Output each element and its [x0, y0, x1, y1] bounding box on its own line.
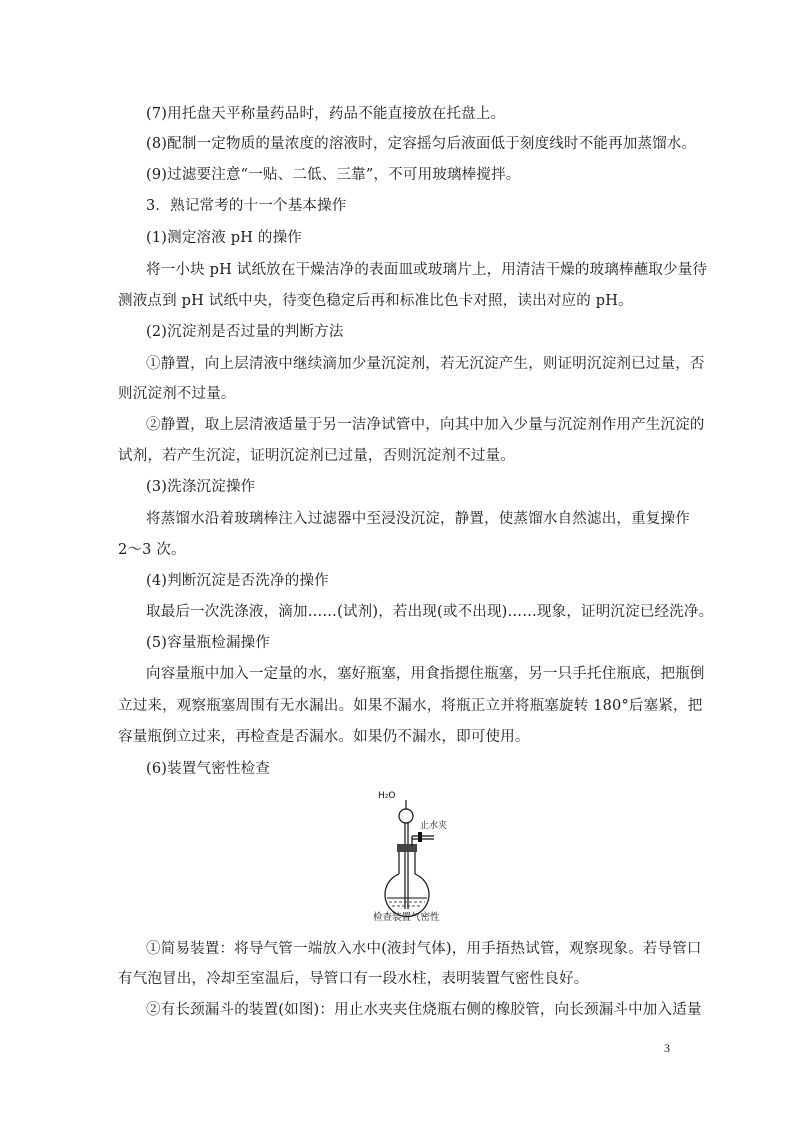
text-line: ②静置，取上层清液适量于另一洁净试管中，向其中加入少量与沉淀剂作用产生沉淀的 [146, 417, 705, 433]
text-line: 取最后一次洗涤液，滴加……(试剂)，若出现(或不出现)……现象，证明沉淀已经洗净。 [146, 604, 714, 620]
subsection-heading: (5)容量瓶检漏操作 [146, 635, 271, 651]
text-line: 有气泡冒出，冷却至室温后，导管口有一段水柱，表明装置气密性良好。 [118, 971, 589, 987]
clamp-shape [418, 832, 422, 842]
stopper-shape [397, 844, 417, 852]
text-line: 2～3 次。 [118, 542, 186, 558]
page-number: 3 [664, 1041, 670, 1055]
funnel-bulb-shape [399, 809, 413, 823]
text-line: 立过来，观察瓶塞周围有无水漏出。如果不漏水，将瓶正立并将瓶塞旋转 180°后塞紧，把 [118, 698, 703, 714]
text-line: 容量瓶倒立过来，再检查是否漏水。如果仍不漏水，即可使用。 [118, 729, 530, 745]
text-line: ②有长颈漏斗的装置(如图)：用止水夹夹住烧瓶右侧的橡胶管，向长颈漏斗中加入适量 [146, 1002, 702, 1018]
airtightness-apparatus-figure [368, 788, 458, 924]
text-line: 试剂，若产生沉淀，证明沉淀剂已过量，否则沉淀剂不过量。 [118, 448, 515, 464]
text-line: 将蒸馏水沿着玻璃棒注入过滤器中至浸没沉淀，静置，使蒸馏水自然滤出，重复操作 [146, 511, 690, 527]
text-line: (7)用托盘天平称量药品时，药品不能直接放在托盘上。 [146, 106, 506, 122]
subsection-heading: (6)装置气密性检查 [146, 761, 271, 777]
text-line: 则沉淀剂不过量。 [118, 386, 236, 402]
text-line: ①简易装置：将导气管一端放入水中(液封气体)，用手捂热试管，观察现象。若导管口 [146, 941, 702, 957]
figure-caption: 检查装置气密性 [373, 912, 440, 923]
subsection-heading: (3)洗涤沉淀操作 [146, 479, 256, 495]
section-heading: 3．熟记常考的十一个基本操作 [146, 198, 347, 214]
text-line: (8)配制一定物质的量浓度的溶液时，定容摇匀后液面低于刻度线时不能再加蒸馏水。 [146, 136, 697, 152]
text-line: ①静置，向上层清液中继续滴加少量沉淀剂，若无沉淀产生，则证明沉淀剂已过量，否 [146, 356, 705, 372]
subsection-heading: (2)沉淀剂是否过量的判断方法 [146, 324, 344, 340]
figure-label-clamp: 止水夹 [420, 821, 448, 831]
text-line: 测液点到 pH 试纸中央，待变色稳定后再和标准比色卡对照，读出对应的 pH。 [118, 293, 633, 309]
text-line: (9)过滤要注意“一贴、二低、三靠”，不可用玻璃棒搅拌。 [146, 167, 521, 183]
subsection-heading: (1)测定溶液 pH 的操作 [146, 230, 302, 246]
subsection-heading: (4)判断沉淀是否洗净的操作 [146, 573, 329, 589]
text-line: 向容量瓶中加入一定量的水，塞好瓶塞，用食指摁住瓶塞，另一只手托住瓶底，把瓶倒 [146, 666, 705, 682]
figure-label-water: H₂O [378, 791, 396, 801]
flask-bulb-shape [385, 874, 429, 916]
text-line: 将一小块 pH 试纸放在干燥洁净的表面皿或玻璃片上，用清洁干燥的玻璃棒蘸取少量待 [146, 262, 708, 278]
